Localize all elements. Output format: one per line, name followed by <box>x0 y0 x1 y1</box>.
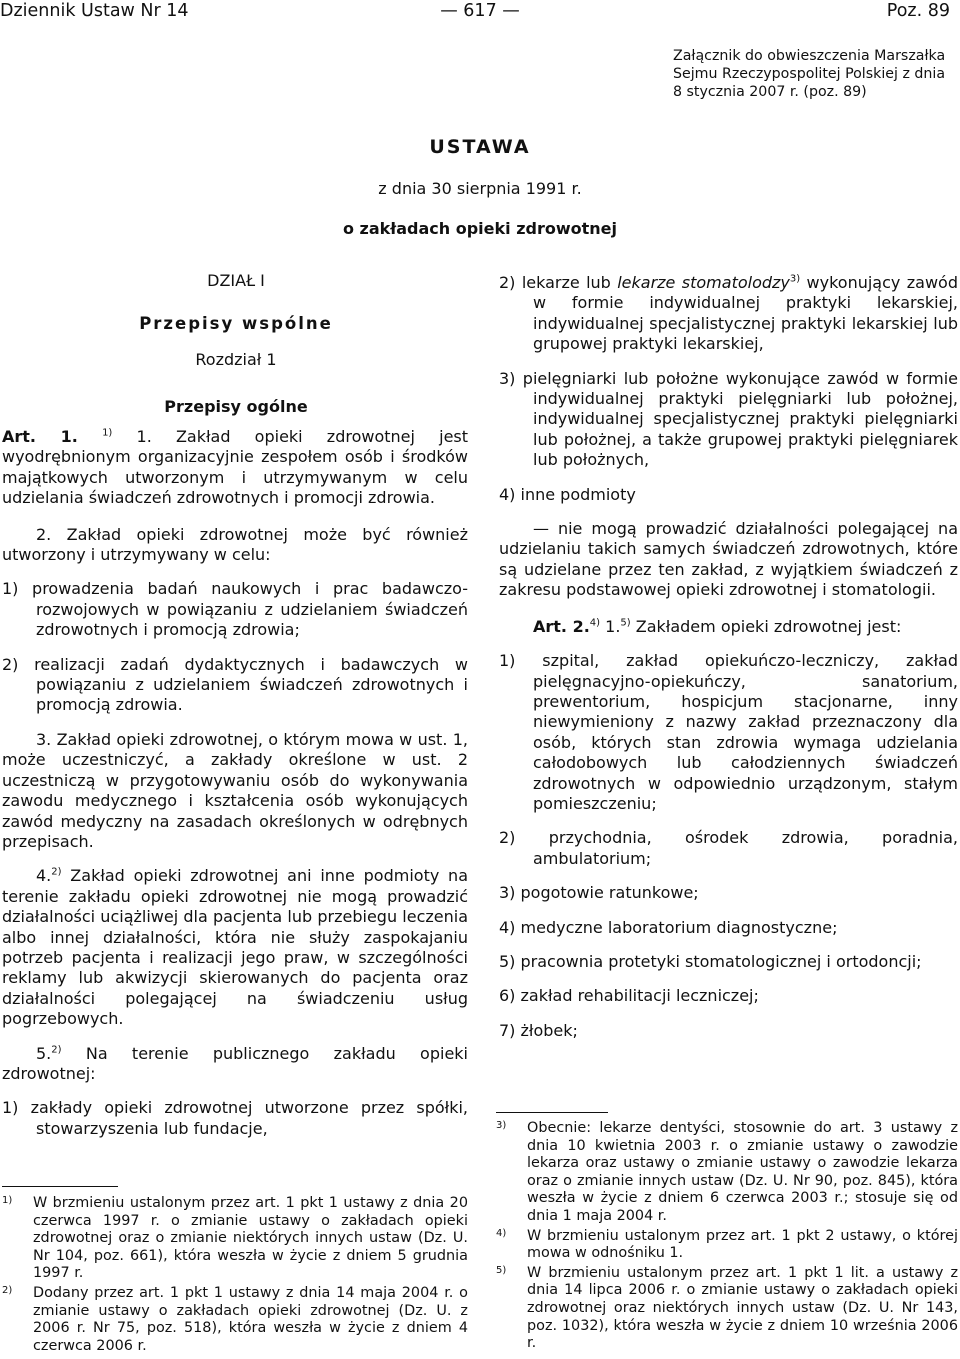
paragraph-number: 1. <box>136 427 152 446</box>
list-item <box>499 828 958 869</box>
page-number: — 617 — <box>440 1 520 21</box>
paragraph-number: 5. <box>36 1043 52 1063</box>
running-header <box>0 0 960 22</box>
list-item-text: wykonujący zawód w formie indywidualnej praktyki lekarskiej, indywidualnej specjalistycznej praktyki lekarskiej lub grupowej praktyki lekarskiej, <box>533 273 958 354</box>
list-item-number: 3) <box>499 883 516 903</box>
list-item-text: żłobek; <box>520 1020 578 1040</box>
list-item-number: 4) <box>499 917 516 937</box>
footnote-mark: 2) <box>2 1284 13 1296</box>
footnote <box>496 1120 958 1226</box>
chapter-title: Przepisy ogólne <box>164 397 308 416</box>
list-item <box>499 273 958 355</box>
footnote-mark: 4) <box>496 1227 507 1239</box>
journal-name: Dziennik Ustaw Nr 14 <box>0 1 189 21</box>
list-item-text: lekarze lub <box>521 273 618 292</box>
act-type-title: USTAWA <box>429 136 531 158</box>
list-item-number: 2) <box>499 273 516 292</box>
list-item <box>499 918 958 938</box>
list-item-number: 3) <box>499 368 516 388</box>
paragraph-number: 4. <box>36 866 52 886</box>
list-item-number: 1) <box>2 1098 19 1118</box>
footnote <box>2 1285 468 1355</box>
footnote-separator <box>2 1186 118 1187</box>
footnote-text: W brzmieniu ustalonym przez art. 1 pkt 2 ustawy, o której mowa w odnośniku 1. <box>527 1227 958 1262</box>
list-item-text: pracownia protetyki stomatologicznej i ortodoncji; <box>520 951 922 971</box>
list-item-text: szpital, zakład opiekuńczo-leczniczy, zakład pielęgnacyjno-opiekuńczy, sanatorium, prewentorium, hospicjum stacjonarne, inny niewymieniony z nazwy zakład przeznaczony dla osób, których stan zdrowia wymaga udzielania całodobowych lub całodziennych świadczeń zdrowotnych w odpowiednio urządzonym, stałym pomieszczeniu; <box>533 651 958 813</box>
art2-paragraph-1 <box>499 617 958 637</box>
art1-paragraph-2: 2. Zakład opieki zdrowotnej może być również utworzony i utrzymywany w celu: <box>2 524 468 565</box>
footnote <box>496 1265 958 1353</box>
list-item-number: 1) <box>499 651 516 671</box>
list-item <box>499 986 958 1006</box>
list-item-text: przychodnia, ośrodek zdrowia, poradnia, ambulatorium; <box>533 828 958 868</box>
list-item <box>2 1098 468 1139</box>
list-item-number: 7) <box>499 1020 516 1040</box>
footnote-mark: 5) <box>496 1264 507 1276</box>
list-item-text: inne podmioty <box>520 484 636 504</box>
footnote-mark: 1) <box>2 1195 13 1206</box>
list-item-text: zakład rehabilitacji leczniczej; <box>520 986 759 1006</box>
list-item-text: zakłady opieki zdrowotnej utworzone przez spółki, stowarzyszenia lub fundacje, <box>30 1098 468 1138</box>
footnote <box>2 1195 468 1283</box>
footnote-separator <box>496 1112 608 1113</box>
list-item-text: realizacji zadań dydaktycznych i badawczych w powiązaniu z udzielaniem świadczeń zdrowotnych i promocją zdrowia. <box>34 654 468 715</box>
paragraph-text: Zakładem opieki zdrowotnej jest: <box>635 616 902 636</box>
footnote-ref: 3) <box>789 273 801 285</box>
list-item <box>2 579 468 640</box>
footnote-ref: 1) <box>102 427 113 439</box>
footnote-text: Dodany przez art. 1 pkt 1 ustawy z dnia 14 maja 2004 r. o zmianie ustawy o zakładach opieki zdrowotnej (Dz. U. z 2006 r. Nr 75, poz. 518), która weszła w życie z dniem 4 czerwca 2006 r. <box>33 1284 468 1354</box>
list-item <box>499 651 958 814</box>
list-item <box>499 952 958 972</box>
list-item <box>499 369 958 471</box>
art1-paragraph-1 <box>2 427 468 509</box>
list-item-number: 2) <box>2 654 19 674</box>
italic-term: lekarze stomatolodzy <box>617 273 790 292</box>
list-item-number: 4) <box>499 484 516 504</box>
list-item-number: 5) <box>499 951 516 971</box>
footnote-text: Obecnie: lekarze dentyści, stosownie do art. 3 ustawy z dnia 10 kwietnia 2003 r. o zmianie ustawy o zawodzie lekarza oraz ustawy o zmianie ustawy o zawodzie lekarza oraz o zmianie innych ustaw (Dz. U. Nr 90, poz. 845), która weszła w życie z dniem 6 czerwca 2003 r.; stosuje się od dnia 1 maja 2004 r. <box>527 1120 958 1224</box>
footnote <box>496 1228 958 1263</box>
footnote-text: W brzmieniu ustalonym przez art. 1 pkt 1 lit. a ustawy z dnia 14 lipca 2006 r. o zmianie ustawy o zakładach opieki zdrowotnej oraz niektórych innych ustaw (Dz. U. Nr 143, poz. 1032), która weszła w życie z dniem 10 września 2006 r. <box>527 1264 958 1352</box>
footnote-text: W brzmieniu ustalonym przez art. 1 pkt 1 ustawy z dnia 20 czerwca 1997 r. o zmianie ustawy o zakładach opieki zdrowotnej oraz o zmianie niektórych innych ustaw (Dz. U. Nr 104, poz. 661), która weszła w życie z dniem 5 grudnia 1997 r. <box>33 1195 468 1282</box>
paragraph-text: Zakład opieki zdrowotnej jest wyodrębnionym organizacyjnie zespołem osób i środków majątkowych utworzonym i utrzymywanym w celu udzielania świadczeń zdrowotnych i promocji zdrowia. <box>2 427 469 508</box>
annex-note: Załącznik do obwieszczenia Marszałka Sejmu Rzeczypospolitej Polskiej z dnia 8 stycznia 2007 r. (poz. 89) <box>673 48 946 101</box>
art2-label: Art. 2. <box>533 616 590 636</box>
list-item-text: pielęgniarki lub położne wykonujące zawód w formie indywidualnej praktyki pielęgniarki lub położnej, indywidualnej specjalistycznej praktyki pielęgniarki lub położnej, a także grupowej praktyki pielęgniarek lub położnych, <box>522 368 958 470</box>
footnotes-right <box>496 1120 958 1355</box>
right-column <box>499 273 958 1041</box>
art1-paragraph-5 <box>2 1044 468 1085</box>
left-column <box>2 427 468 1139</box>
paragraph-text: Na terenie publicznego zakładu opieki zdrowotnej: <box>2 1043 468 1083</box>
list-item <box>499 1021 958 1041</box>
division-label: DZIAŁ I <box>207 271 265 290</box>
list-item-number: 1) <box>2 579 19 599</box>
act-subject: o zakładach opieki zdrowotnej <box>342 219 617 238</box>
paragraph-number: 1. <box>605 616 621 636</box>
footnote-ref: 2) <box>51 866 62 878</box>
act-date: z dnia 30 sierpnia 1991 r. <box>378 179 582 198</box>
art1-paragraph-5-closing: — nie mogą prowadzić działalności polegającej na udzielaniu takich samych świadczeń zdrowotnych, które są udzielane przez ten zakład, z wyjątkiem świadczeń z zakresu podstawowej opieki zdrowotnej i stomatologii. <box>499 519 958 600</box>
paragraph-text: Zakład opieki zdrowotnej ani inne podmioty na terenie zakładu opieki zdrowotnej nie mogą prowadzić działalności uciążliwej dla pacjenta lub przebiegu leczenia albo innej działalności, która nie służy zaspokajaniu potrzeb pacjenta i realizacji jego praw, w szczególności reklamy lub akwizycji skierowanych do pacjenta oraz działalności polegającej na świadczeniu usług pogrzebowych. <box>2 866 469 1029</box>
footnote-ref: 2) <box>51 1044 62 1056</box>
footnote-mark: 3) <box>496 1120 507 1131</box>
footnote-ref: 4) <box>589 617 601 629</box>
list-item <box>499 883 958 903</box>
art1-label: Art. 1. <box>2 427 78 446</box>
footnotes-left <box>2 1195 468 1357</box>
art1-paragraph-3: 3. Zakład opieki zdrowotnej, o którym mowa w ust. 1, może uczestniczyć, a zakłady określone w ust. 2 uczestniczą w przygotowywaniu osób do wykonywania zawodu medycznego i kształcenia osób wykonujących zawód medyczny na zasadach określonych w odrębnych przepisach. <box>2 729 468 851</box>
list-item-text: pogotowie ratunkowe; <box>520 883 699 903</box>
list-item-number: 2) <box>499 828 516 848</box>
position-number: Poz. 89 <box>886 1 950 21</box>
list-item-text: prowadzenia badań naukowych i prac badawczo-rozwojowych w powiązaniu z udzielaniem świadczeń zdrowotnych i promocją zdrowia; <box>32 579 468 640</box>
list-item <box>2 655 468 716</box>
footnote-ref: 5) <box>620 617 631 629</box>
list-item <box>499 485 958 505</box>
list-item-text: medyczne laboratorium diagnostyczne; <box>520 917 838 937</box>
division-title: Przepisy wspólne <box>139 314 333 333</box>
art1-paragraph-4 <box>2 866 468 1029</box>
chapter-label: Rozdział 1 <box>195 350 277 369</box>
list-item-number: 6) <box>499 986 516 1006</box>
